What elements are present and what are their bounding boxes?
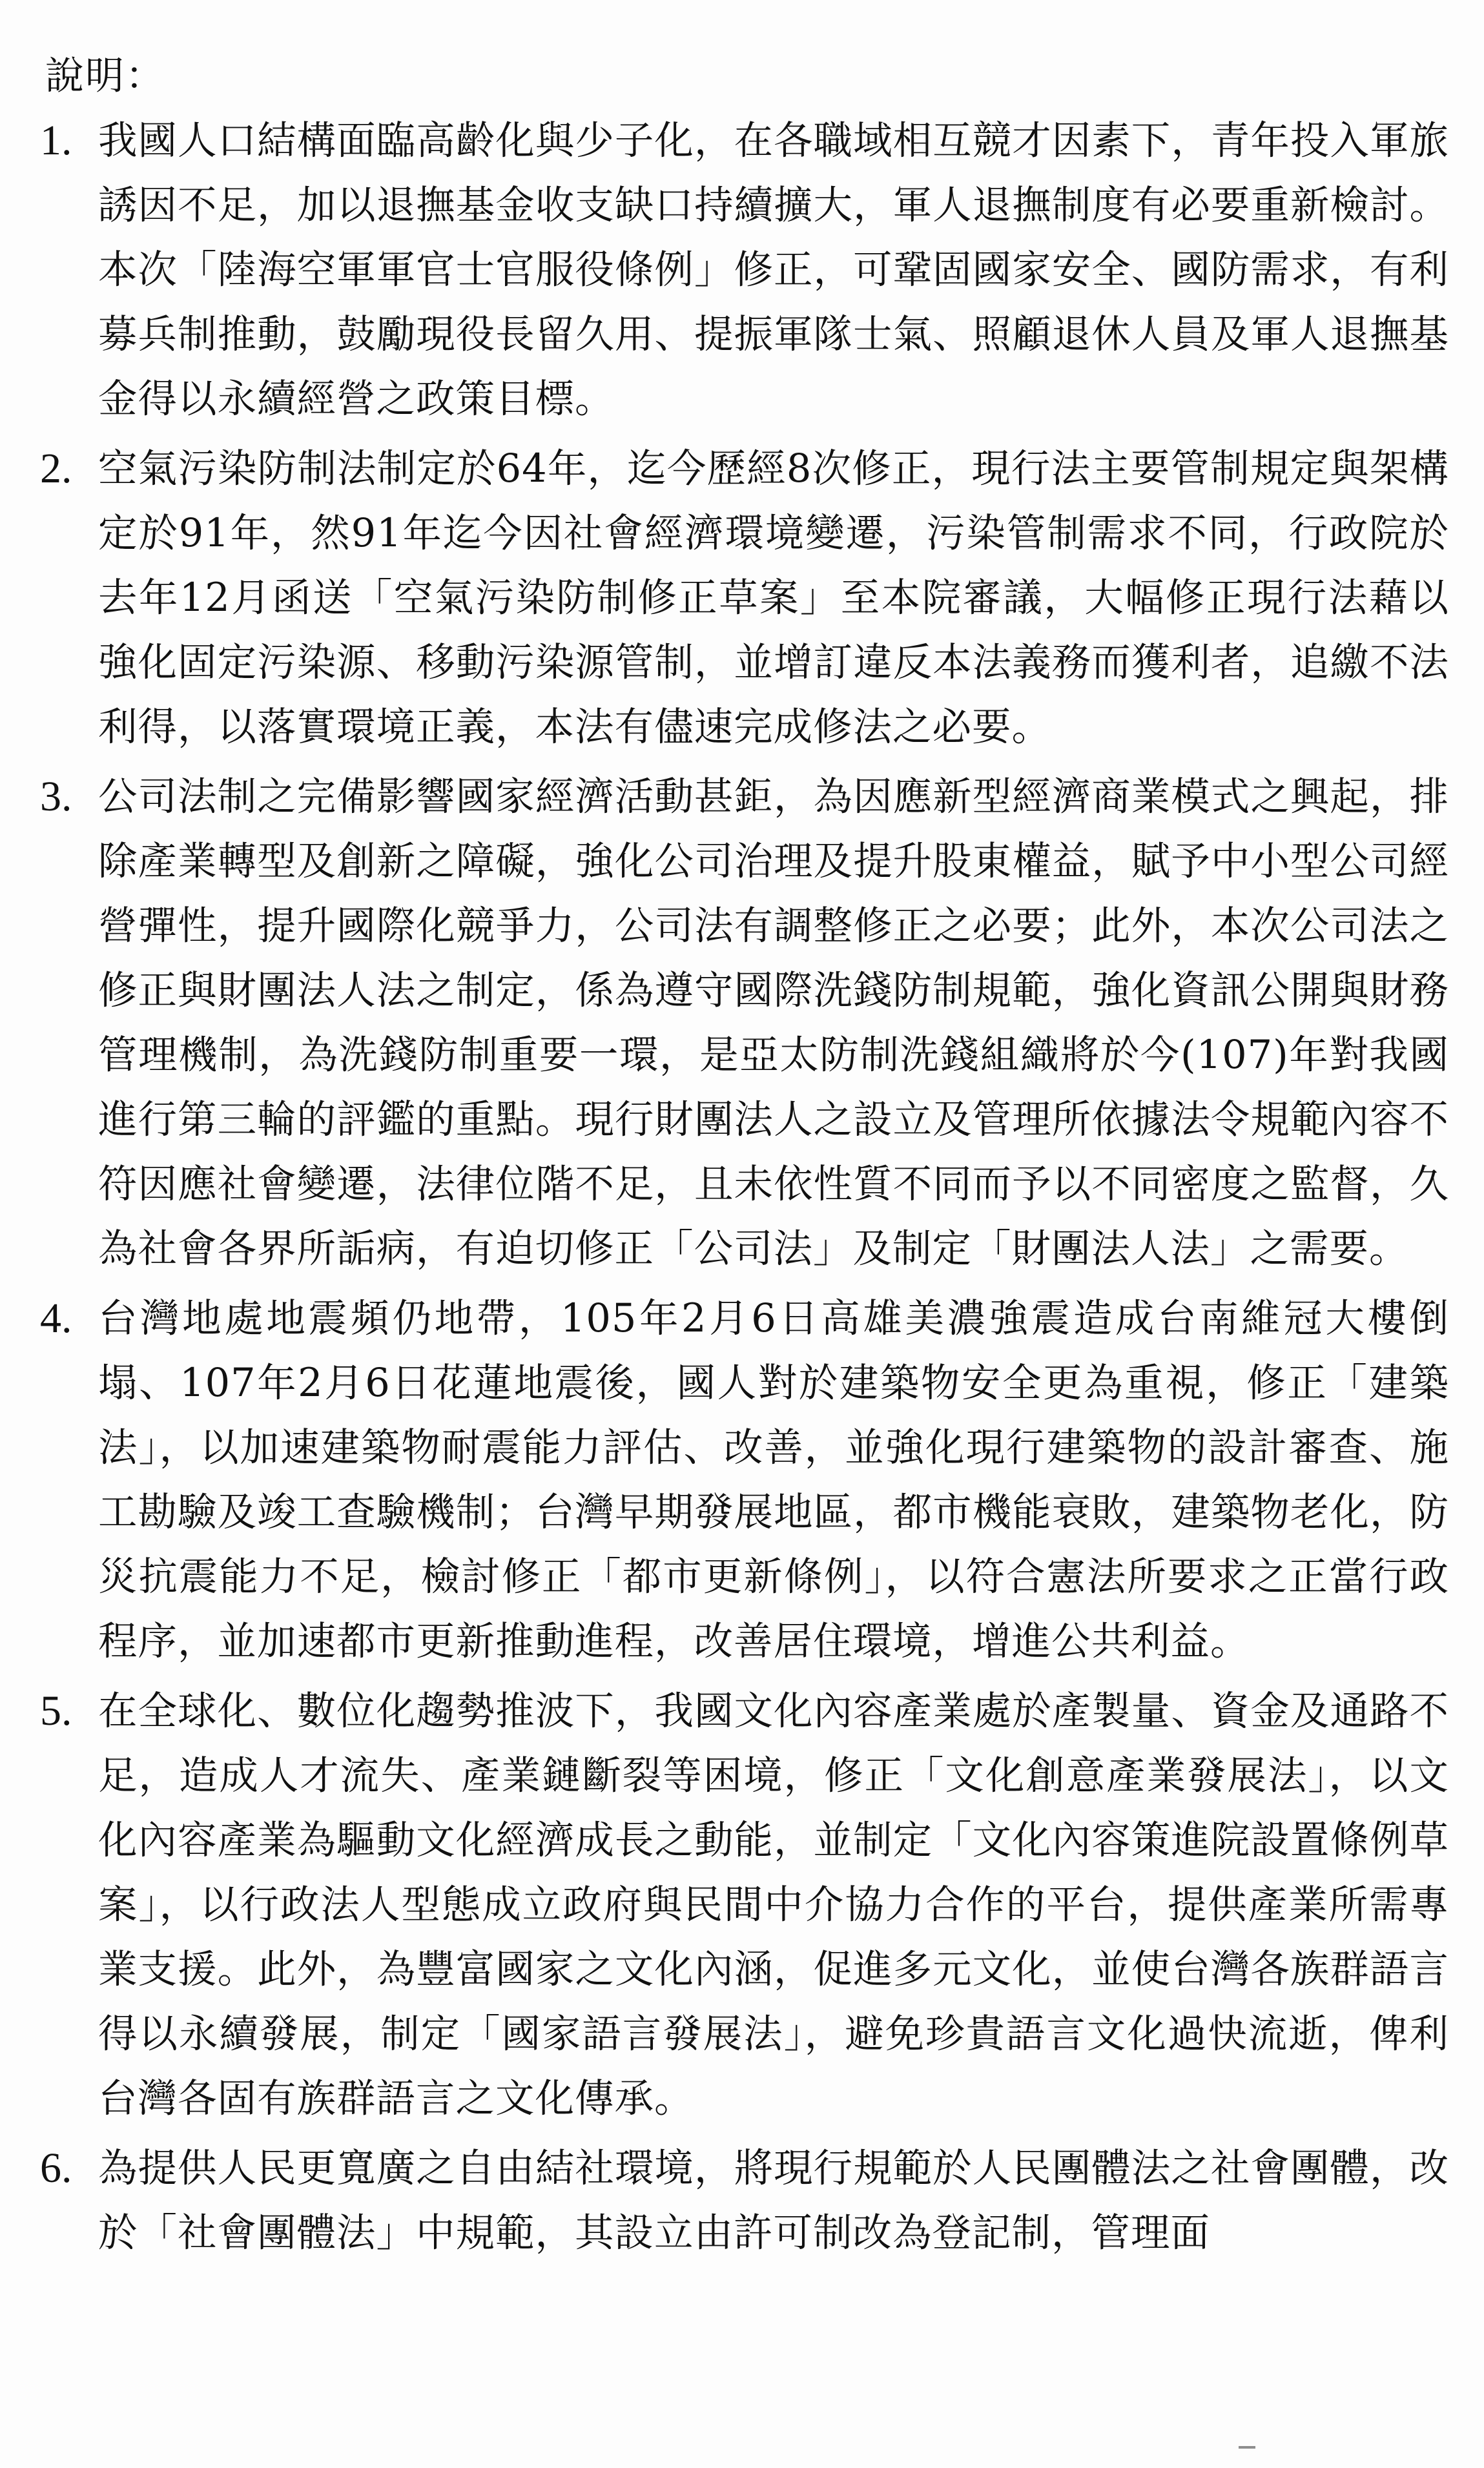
list-item (0, 437, 1484, 759)
heading: 說明： (45, 54, 165, 99)
item-text: 台灣地處地震頻仍地帶，105年2月6日高雄美濃強震造成台南維冠大樓倒塌、107年2月6日花蓮地震後，國人對於建築物安全更為重視，修正「建築法」，以加速建築物耐震能力評估、改善，並強化現行建築物的設計審查、施工勘驗及竣工查驗機制；台灣早期發展地區，都市機能衰敗，建築物老化，防災抗震能力不足，檢討修正「都市更新條例」，以符合憲法所要求之正當行政程序，並加速都市更新推動進程，改善居住環境，增進公共利益。 (98, 1296, 1449, 1664)
item-text: 在全球化、數位化趨勢推波下，我國文化內容產業處於產製量、資金及通路不足，造成人才流失、產業鏈斷裂等困境，修正「文化創意產業發展法」，以文化內容產業為驅動文化經濟成長之動能，並制定「文化內容策進院設置條例草案」，以行政法人型態成立政府與民間中介協力合作的平台，提供產業所需專業支援。此外，為豐富國家之文化內涵，促進多元文化，並使台灣各族群語言得以永續發展，制定「國家語言發展法」，避免珍貴語言文化過快流逝，俾利台灣各固有族群語言之文化傳承。 (98, 1689, 1449, 2121)
item-number: 1. (40, 117, 72, 164)
item-number: 2. (40, 445, 72, 492)
item-text: 公司法制之完備影響國家經濟活動甚鉅，為因應新型經濟商業模式之興起，排除產業轉型及創新之障礙，強化公司治理及提升股東權益，賦予中小型公司經營彈性，提升國際化競爭力，公司法有調整修正之必要；此外，本次公司法之修正與財團法人法之制定，係為遵守國際洗錢防制規範，強化資訊公開與財務管理機制，為洗錢防制重要一環，是亞太防制洗錢組織將於今(107)年對我國進行第三輪的評鑑的重點。現行財團法人之設立及管理所依據法令規範內容不符因應社會變遷，法律位階不足，且未依性質不同而予以不同密度之監督，久為社會各界所詬病，有迫切修正「公司法」及制定「財團法人法」之需要。 (98, 774, 1449, 1271)
list-item (0, 108, 1484, 431)
explanation-list (0, 108, 1484, 2270)
item-number: 6. (40, 2144, 72, 2192)
item-text: 為提供人民更寬廣之自由結社環境，將現行規範於人民團體法之社會團體，改於「社會團體法」中規範，其設立由許可制改為登記制，管理面 (98, 2146, 1449, 2256)
item-text: 空氣污染防制法制定於64年，迄今歷經8次修正，現行法主要管制規定與架構定於91年，然91年迄今因社會經濟環境變遷，污染管制需求不同，行政院於去年12月函送「空氣污染防制修正草案」至本院審議，大幅修正現行法藉以強化固定污染源、移動污染源管制，並增訂違反本法義務而獲利者，追繳不法利得，以落實環境正義，本法有儘速完成修法之必要。 (98, 446, 1449, 750)
item-text: 我國人口結構面臨高齡化與少子化，在各職域相互競才因素下，青年投入軍旅誘因不足，加以退撫基金收支缺口持續擴大，軍人退撫制度有必要重新檢討。本次「陸海空軍軍官士官服役條例」修正，可鞏固國家安全、國防需求，有利募兵制推動，鼓勵現役長留久用、提振軍隊士氣、照顧退休人員及軍人退撫基金得以永續經營之政策目標。 (98, 118, 1449, 422)
list-item (0, 2136, 1484, 2265)
list-item (0, 1679, 1484, 2131)
item-number: 3. (40, 773, 72, 820)
item-number: 4. (40, 1295, 72, 1342)
list-item (0, 765, 1484, 1281)
item-number: 5. (40, 1687, 72, 1734)
list-item (0, 1286, 1484, 1674)
scan-artifact (1239, 2446, 1255, 2449)
